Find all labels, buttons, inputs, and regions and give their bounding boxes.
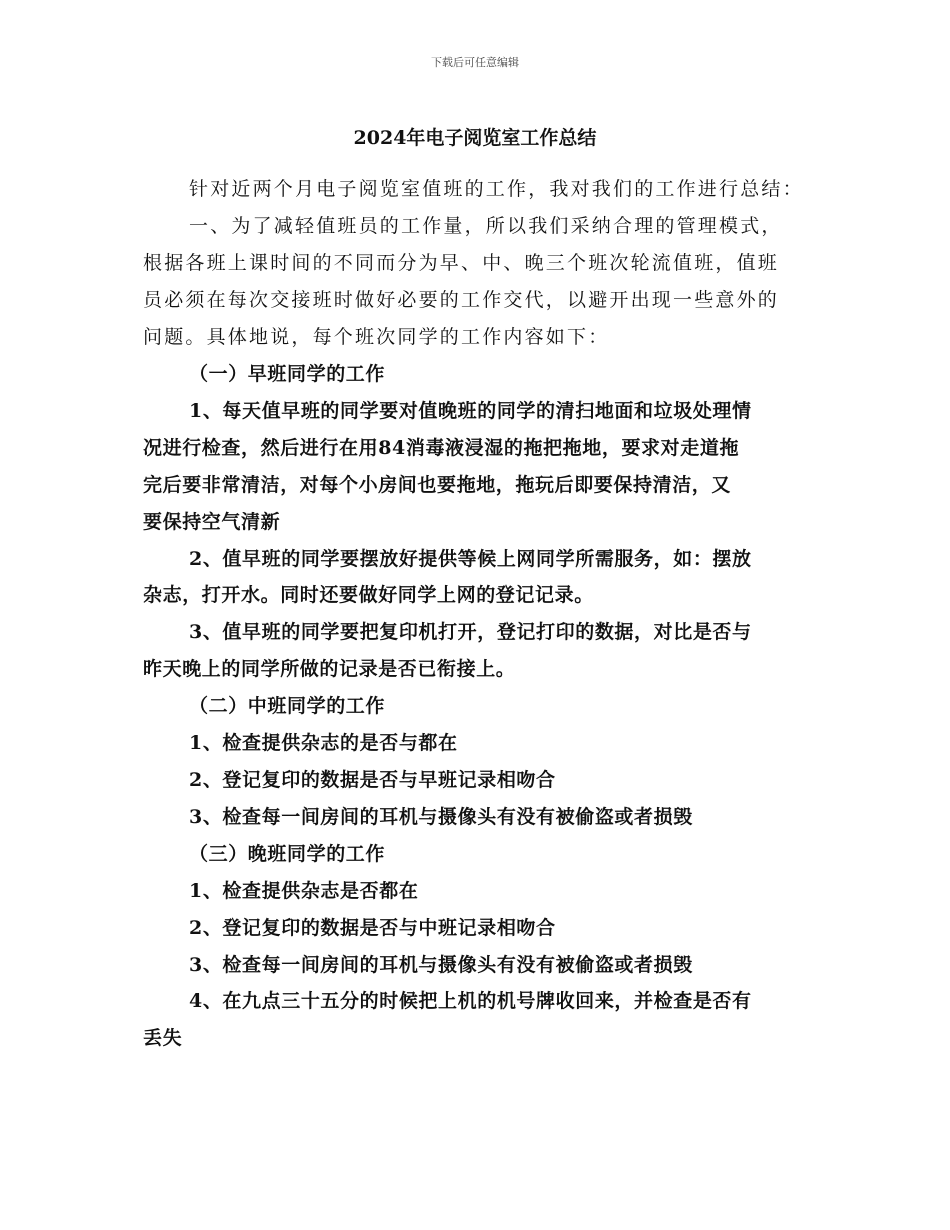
- paragraph-1: [143, 208, 809, 356]
- paragraph-1-line: 一、为了减轻值班员的工作量，所以我们采纳合理的管理模式，: [189, 215, 783, 237]
- section-2-item: 2、登记复印的数据是否与早班记录相吻合: [189, 768, 556, 791]
- section-2-item: 1、检查提供杂志的是否与都在: [189, 732, 458, 755]
- section-2-heading: （二）中班同学的工作: [189, 695, 386, 718]
- paragraph-1-line: 问题。具体地说，每个班次同学的工作内容如下：: [143, 326, 610, 348]
- section-1-heading: （一）早班同学的工作: [189, 363, 386, 385]
- page-header: 下载后可任意编辑: [431, 56, 519, 69]
- item-line: 杂志，打开水。同时还要做好同学上网的登记记录。: [143, 584, 594, 607]
- section-2-item: 3、检查每一间房间的耳机与摄像头有没有被偷盗或者损毁: [189, 805, 693, 828]
- section-3-item: 1、检查提供杂志是否都在: [189, 879, 419, 902]
- item-line: 1、每天值早班的同学要对值晚班的同学的清扫地面和垃圾处理情: [189, 399, 752, 422]
- item-line: 要保持空气清新: [143, 510, 281, 533]
- item-line: 况进行检查，然后进行在用84消毒液浸湿的拖把拖地，要求对走道拖: [143, 436, 740, 459]
- section-3-item: 2、登记复印的数据是否与中班记录相吻合: [189, 916, 556, 939]
- document-body: [143, 171, 809, 1057]
- item-line: 昨天晚上的同学所做的记录是否已衔接上。: [143, 658, 516, 681]
- section-1-item-3: [143, 614, 809, 688]
- paragraph-1-line: 员必须在每次交接班时做好必要的工作交代，以避开出现一些意外的: [143, 289, 780, 311]
- section-3-item-4: [143, 983, 809, 1057]
- intro-paragraph: 针对近两个月电子阅览室值班的工作，我对我们的工作进行总结：: [189, 178, 804, 200]
- item-line: 完后要非常清洁，对每个小房间也要拖地，拖玩后即要保持清洁，又: [143, 473, 732, 496]
- item-line: 3、值早班的同学要把复印机打开，登记打印的数据，对比是否与: [189, 621, 752, 644]
- document-title: 2024年电子阅览室工作总结: [353, 127, 597, 149]
- item-line: 4、在九点三十五分的时候把上机的机号牌收回来，并检查是否有: [189, 990, 752, 1013]
- section-3-heading: （三）晚班同学的工作: [189, 842, 386, 865]
- section-3-item: 3、检查每一间房间的耳机与摄像头有没有被偷盗或者损毁: [189, 953, 693, 976]
- section-1-item-1: [143, 393, 809, 541]
- section-1-item-2: [143, 541, 809, 615]
- paragraph-1-line: 根据各班上课时间的不同而分为早、中、晚三个班次轮流值班，值班: [143, 252, 780, 274]
- item-line: 2、值早班的同学要摆放好提供等候上网同学所需服务，如：摆放: [189, 547, 752, 570]
- item-line: 丢失: [143, 1027, 183, 1050]
